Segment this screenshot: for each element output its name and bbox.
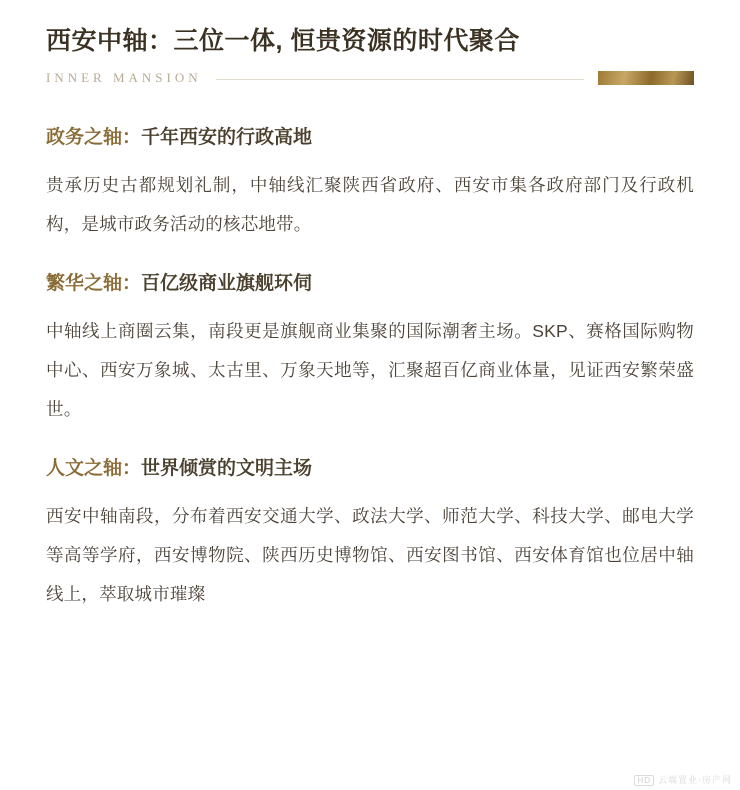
section-body: 西安中轴南段，分布着西安交通大学、政法大学、师范大学、科技大学、邮电大学等高等学府，西安博物院、陕西历史博物馆、西安图书馆、西安体育馆也位居中轴线上，萃取城市璀璨 xyxy=(46,506,694,604)
section-heading xyxy=(46,270,694,298)
section-heading-rest: 百亿级商业旗舰环伺 xyxy=(141,273,313,294)
section-list xyxy=(46,124,694,614)
section-governance xyxy=(46,124,694,244)
section-heading-lead: 繁华之轴： xyxy=(46,273,142,294)
section-commerce xyxy=(46,270,694,429)
section-heading-lead: 人文之轴： xyxy=(46,458,142,479)
header-divider xyxy=(216,79,584,80)
section-heading-lead: 政务之轴： xyxy=(46,127,142,148)
header-gold-bar xyxy=(598,71,694,85)
watermark-badge: HD xyxy=(634,775,654,786)
section-culture xyxy=(46,455,694,614)
document-header xyxy=(46,0,694,86)
section-heading-rest: 千年西安的行政高地 xyxy=(141,127,313,148)
section-heading xyxy=(46,124,694,152)
watermark-text: 云端置业·房产网 xyxy=(658,775,732,785)
watermark xyxy=(634,773,732,786)
section-body: 中轴线上商圈云集，南段更是旗舰商业集聚的国际潮奢主场。SKP、赛格国际购物中心、西安万象城、太古里、万象天地等，汇聚超百亿商业体量，见证西安繁荣盛世。 xyxy=(46,321,694,419)
page-title: 西安中轴：三位一体, 恒贵资源的时代聚合 xyxy=(46,27,520,55)
header-subtitle-row xyxy=(46,70,694,86)
section-heading xyxy=(46,455,694,483)
header-subtitle: INNER MANSION xyxy=(46,70,202,85)
section-body: 贵承历史古都规划礼制，中轴线汇聚陕西省政府、西安市集各政府部门及行政机构，是城市政务活动的核芯地带。 xyxy=(46,175,694,234)
section-heading-rest: 世界倾赏的文明主场 xyxy=(141,458,313,479)
